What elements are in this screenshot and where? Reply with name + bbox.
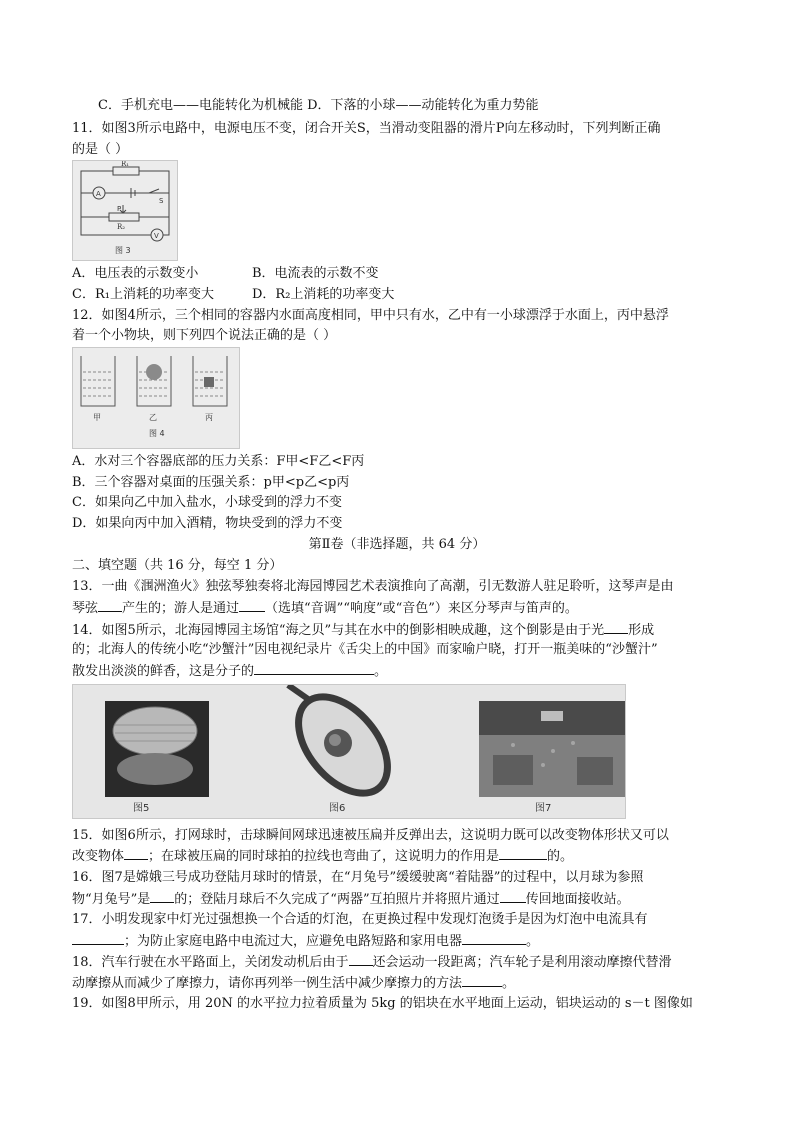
q12-option-c: C．如果向乙中加入盐水，小球受到的浮力不变: [72, 495, 342, 510]
q16-blank-1[interactable]: [150, 889, 174, 903]
q15-blank-1[interactable]: [124, 846, 148, 860]
q14-line1: [72, 620, 654, 641]
q16-line2: [72, 889, 630, 910]
label-r1: R₁: [121, 161, 130, 168]
containers-diagram: [73, 348, 239, 448]
q12-option-d: D．如果向丙中加入酒精，物块受到的浮力不变: [72, 516, 343, 531]
container-label-yi: 乙: [149, 413, 157, 422]
q14-text-b: 形成: [628, 623, 655, 638]
label-r2: R₂: [117, 223, 126, 231]
q17-blank-2[interactable]: [462, 931, 526, 945]
q16-text-c: 传回地面接收站。: [525, 892, 630, 907]
q11-option-a: A．电压表的示数变小: [72, 266, 199, 281]
label-voltmeter: V: [154, 232, 159, 240]
q12-stem-line2: 着一个小物块，则下列四个说法正确的是（ ）: [72, 328, 337, 343]
part-2-title: 第Ⅱ卷（非选择题，共 64 分）: [308, 537, 486, 552]
figure-6-caption: 图6: [329, 803, 346, 814]
label-switch: S: [159, 197, 164, 205]
q11-option-c: C．R₁上消耗的功率变大: [72, 287, 214, 302]
q14-line3: [72, 661, 387, 682]
q18-line1: [72, 952, 672, 973]
q11-stem-line1: 11．如图3所示电路中，电源电压不变，闭合开关S，当滑动变阻器的滑片P向左移动时，下列判断正确: [72, 121, 661, 136]
q14-blank-2[interactable]: [254, 661, 374, 675]
q13-line2: [72, 598, 578, 619]
figure-7-caption: 图7: [535, 803, 552, 814]
floating-ball: [146, 364, 162, 380]
q19-line1: 19．如图8甲所示，用 20N 的水平拉力拉着质量为 5kg 的铝块在水平地面上运动，铝块运动的 s－t 图像如: [72, 996, 693, 1011]
q13-line1: 13．一曲《涠洲渔火》独弦琴独奏将北海园博园艺术表演推向了高潮，引无数游人驻足聆听，这琴声是由: [72, 579, 674, 594]
q15-blank-2[interactable]: [499, 846, 547, 860]
q18-text-b: 还会运动一段距离；汽车轮子是利用滚动摩擦代替滑: [372, 955, 672, 970]
q16-line1: 16．图7是嫦娥三号成功登陆月球时的情景，在“月兔号”缓缓驶离“着陆器”的过程中，以月球为参照: [72, 870, 644, 885]
suspended-block: [204, 377, 214, 387]
q11-stem-line2: 的是（ ）: [72, 142, 129, 157]
figure-4-caption: 图 4: [149, 429, 165, 438]
q17-text-a: ；为防止家庭电路中电流过大，应避免电路短路和家用电器: [124, 934, 463, 949]
q15-text-a: 改变物体: [72, 849, 125, 864]
label-slider: P: [117, 205, 122, 213]
figure-4-containers: [72, 347, 240, 449]
q17-line1: 17．小明发现家中灯光过强想换一个合适的灯泡，在更换过程中发现灯泡烫手是因为灯泡中电流具有: [72, 912, 648, 927]
q18-text-d: 。: [502, 976, 516, 991]
q18-blank-1[interactable]: [349, 952, 373, 966]
q18-line2: [72, 973, 515, 994]
circuit-diagram: [73, 161, 177, 260]
q18-text-a: 18．汽车行驶在水平路面上，关闭发动机后由于: [72, 955, 349, 970]
q15-text-b: ；在球被压扁的同时球拍的拉线也弯曲了，这说明力的作用是: [148, 849, 500, 864]
q11-option-d: D．R₂上消耗的功率变大: [252, 287, 395, 302]
q12-stem-line1: 12．如图4所示，三个相同的容器内水面高度相同，甲中只有水，乙中有一小球漂浮于水面上，丙中悬浮: [72, 308, 669, 323]
q16-blank-2[interactable]: [500, 889, 526, 903]
q14-text-d: 。: [374, 664, 388, 679]
q14-line2: 的；北海人的传统小吃“沙蟹汁”因电视纪录片《舌尖上的中国》而家喻户晓，打开一瓶美味的“沙蟹汁”: [72, 642, 658, 657]
q12-option-b: B．三个容器对桌面的压强关系：p甲<p乙<p丙: [72, 475, 350, 490]
q16-text-a: 物“月兔号”是: [72, 892, 151, 907]
q17-blank-1[interactable]: [72, 931, 124, 945]
q13-blank-2[interactable]: [239, 598, 265, 612]
q13-text-b: 产生的；游人是通过: [122, 601, 240, 616]
figure-5-caption: 图5: [133, 803, 150, 814]
q15-line2: [72, 846, 573, 867]
q15-text-c: 的。: [547, 849, 574, 864]
q14-text-a: 14．如图5所示，北海园博园主场馆“海之贝”与其在水中的倒影相映成趣，这个倒影是由于光: [72, 623, 605, 638]
q10-options-cd: C．手机充电——电能转化为机械能 D．下落的小球——动能转化为重力势能: [98, 98, 539, 113]
q13-text-a: 琴弦: [72, 601, 99, 616]
container-label-jia: 甲: [93, 413, 101, 422]
photo-strip: [73, 685, 625, 818]
section-2-heading: 二、填空题（共 16 分，每空 1 分）: [72, 558, 283, 573]
figure-7-photo: [479, 701, 625, 797]
q18-blank-2[interactable]: [462, 973, 502, 987]
q14-blank-1[interactable]: [604, 620, 628, 634]
figure-3-circuit: [72, 160, 178, 261]
container-label-bing: 丙: [205, 413, 213, 422]
q15-line1: 15．如图6所示，打网球时，击球瞬间网球迅速被压扁并反弹出去，这说明力既可以改变物体形状又可以: [72, 828, 669, 843]
figures-5-6-7: [72, 684, 626, 819]
q14-text-c: 散发出淡淡的鲜香，这是分子的: [72, 664, 255, 679]
q17-line2: [72, 931, 539, 952]
q16-text-b: 的；登陆月球后不久完成了“两器”互拍照片并将照片通过: [174, 892, 500, 907]
q12-option-a: A．水对三个容器底部的压力关系：F甲<F乙<F丙: [72, 454, 365, 469]
label-ammeter: A: [96, 190, 101, 198]
q17-text-b: 。: [526, 934, 540, 949]
q13-blank-1[interactable]: [98, 598, 122, 612]
figure-6-photo: [281, 685, 405, 810]
figure-3-caption: 图 3: [115, 246, 131, 255]
q11-option-b: B．电流表的示数不变: [252, 266, 379, 281]
q18-text-c: 动摩擦从而减少了摩擦力，请你再列举一例生活中减少摩擦力的方法: [72, 976, 463, 991]
q13-text-c: （选填“音调”“响度”或“音色”）来区分琴声与笛声的。: [265, 601, 578, 616]
